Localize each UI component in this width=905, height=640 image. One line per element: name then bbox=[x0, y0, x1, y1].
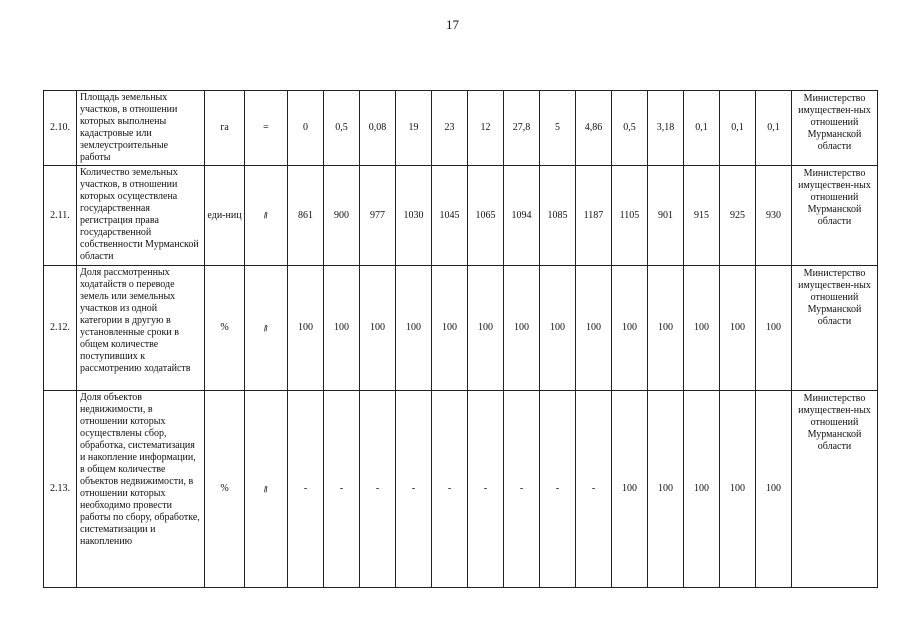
value-cell: - bbox=[396, 391, 432, 588]
table-row bbox=[44, 266, 878, 391]
value-cell: - bbox=[576, 391, 612, 588]
value-cell: - bbox=[468, 391, 504, 588]
value-cell: 3,18 bbox=[648, 91, 684, 166]
table-row bbox=[44, 166, 878, 266]
value-cell: 23 bbox=[432, 91, 468, 166]
value-cell: 100 bbox=[756, 266, 792, 391]
value-cell: 100 bbox=[612, 391, 648, 588]
value-cell: 1045 bbox=[432, 166, 468, 266]
value-cell: 100 bbox=[684, 391, 720, 588]
value-cell: 901 bbox=[648, 166, 684, 266]
trend-mark bbox=[245, 391, 288, 588]
table-row bbox=[44, 91, 878, 166]
value-cell: 1187 bbox=[576, 166, 612, 266]
value-cell: 930 bbox=[756, 166, 792, 266]
value-cell: 100 bbox=[396, 266, 432, 391]
value-cell: 0,1 bbox=[756, 91, 792, 166]
value-cell: 100 bbox=[324, 266, 360, 391]
row-number: 2.11. bbox=[44, 166, 77, 266]
value-cell: 100 bbox=[540, 266, 576, 391]
value-cell: 100 bbox=[720, 391, 756, 588]
page-number: 17 bbox=[446, 17, 459, 32]
responsible-ministry: Министерство имуществен-ных отношений Мурманской области bbox=[792, 391, 878, 588]
value-cell: 0,08 bbox=[360, 91, 396, 166]
value-cell: 19 bbox=[396, 91, 432, 166]
unit-cell: % bbox=[205, 391, 245, 588]
value-cell: 12 bbox=[468, 91, 504, 166]
value-cell: 100 bbox=[576, 266, 612, 391]
value-cell: 27,8 bbox=[504, 91, 540, 166]
value-cell: 0,1 bbox=[720, 91, 756, 166]
value-cell: 1085 bbox=[540, 166, 576, 266]
unit-cell: еди-ниц bbox=[205, 166, 245, 266]
unit-cell: % bbox=[205, 266, 245, 391]
trend-mark bbox=[245, 266, 288, 391]
value-cell: 100 bbox=[612, 266, 648, 391]
value-cell: 1065 bbox=[468, 166, 504, 266]
value-cell: - bbox=[288, 391, 324, 588]
value-cell: 100 bbox=[720, 266, 756, 391]
trend-mark: = bbox=[245, 91, 288, 166]
increase-arrow-icon: ⇗ bbox=[260, 482, 272, 495]
table-row bbox=[44, 391, 878, 588]
indicator-name: Доля объектов недвижимости, в отношении которых осуществлены сбор, обработка, систематизация и накопление информации, в общем количестве объектов недвижимости, в отношении которых необходимо провести работы по сбору, обработке, систематизации и накоплению bbox=[77, 391, 205, 588]
responsible-ministry: Министерство имуществен-ных отношений Мурманской области bbox=[792, 91, 878, 166]
value-cell: 100 bbox=[756, 391, 792, 588]
value-cell: - bbox=[432, 391, 468, 588]
value-cell: 861 bbox=[288, 166, 324, 266]
value-cell: 0,5 bbox=[324, 91, 360, 166]
value-cell: 100 bbox=[468, 266, 504, 391]
value-cell: 900 bbox=[324, 166, 360, 266]
increase-arrow-icon: ⇗ bbox=[260, 208, 272, 222]
row-number: 2.10. bbox=[44, 91, 77, 166]
value-cell: 977 bbox=[360, 166, 396, 266]
value-cell: 5 bbox=[540, 91, 576, 166]
increase-arrow-icon: ⇗ bbox=[260, 321, 272, 334]
value-cell: 4,86 bbox=[576, 91, 612, 166]
value-cell: 1105 bbox=[612, 166, 648, 266]
value-cell: 100 bbox=[432, 266, 468, 391]
value-cell: 915 bbox=[684, 166, 720, 266]
responsible-ministry: Министерство имуществен-ных отношений Мурманской области bbox=[792, 266, 878, 391]
unit-cell: га bbox=[205, 91, 245, 166]
value-cell: 100 bbox=[288, 266, 324, 391]
row-number: 2.13. bbox=[44, 391, 77, 588]
value-cell: 1094 bbox=[504, 166, 540, 266]
value-cell: 100 bbox=[648, 266, 684, 391]
value-cell: 1030 bbox=[396, 166, 432, 266]
value-cell: - bbox=[504, 391, 540, 588]
value-cell: - bbox=[540, 391, 576, 588]
indicator-name: Количество земельных участков, в отношении которых осуществлена государственная регистрация права государственной собственности Мурманской области bbox=[77, 166, 205, 266]
value-cell: 0,5 bbox=[612, 91, 648, 166]
value-cell: 100 bbox=[648, 391, 684, 588]
value-cell: 925 bbox=[720, 166, 756, 266]
value-cell: 100 bbox=[504, 266, 540, 391]
row-number: 2.12. bbox=[44, 266, 77, 391]
value-cell: 0 bbox=[288, 91, 324, 166]
value-cell: 100 bbox=[360, 266, 396, 391]
value-cell: 0,1 bbox=[684, 91, 720, 166]
value-cell: - bbox=[360, 391, 396, 588]
responsible-ministry: Министерство имуществен-ных отношений Мурманской области bbox=[792, 166, 878, 266]
trend-mark bbox=[245, 166, 288, 266]
indicators-table bbox=[43, 90, 878, 588]
value-cell: 100 bbox=[684, 266, 720, 391]
value-cell: - bbox=[324, 391, 360, 588]
indicator-name: Доля рассмотренных ходатайств о переводе земель или земельных участков из одной категории в другую в установленные сроки в общем количестве поступивших к рассмотрению ходатайств bbox=[77, 266, 205, 391]
indicator-name: Площадь земельных участков, в отношении которых выполнены кадастровые или землеустроительные работы bbox=[77, 91, 205, 166]
